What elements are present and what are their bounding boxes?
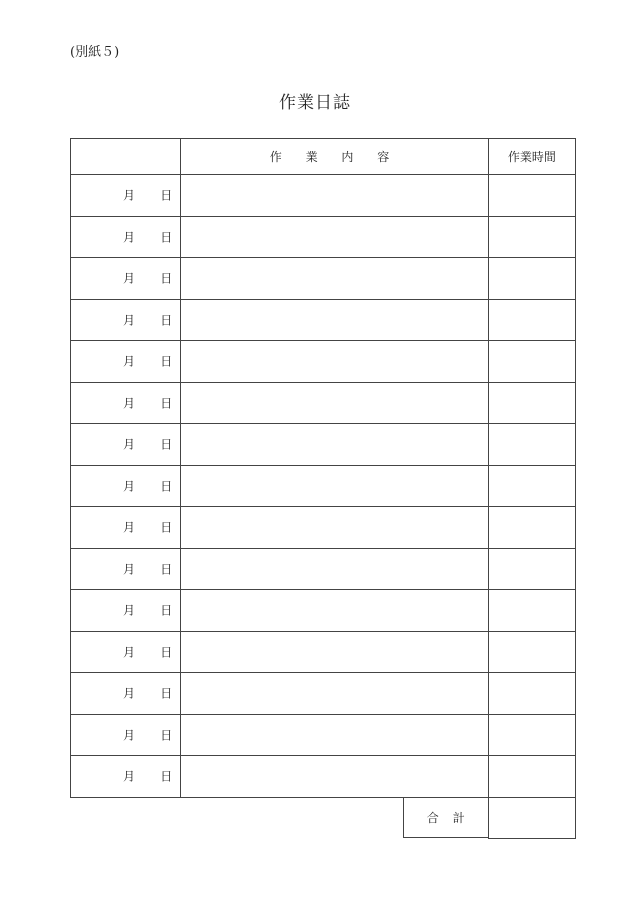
- work-content-cell[interactable]: [181, 175, 489, 217]
- day-label: 日: [160, 437, 173, 452]
- month-label: 月: [123, 645, 136, 660]
- date-cell[interactable]: [71, 216, 181, 258]
- day-label: 日: [160, 479, 173, 494]
- work-content-cell[interactable]: [181, 756, 489, 798]
- day-label: 日: [160, 520, 173, 535]
- header-date: [71, 139, 181, 175]
- work-content-cell[interactable]: [181, 590, 489, 632]
- day-label: 日: [160, 271, 173, 286]
- date-cell[interactable]: [71, 382, 181, 424]
- month-label: 月: [123, 313, 136, 328]
- day-label: 日: [160, 354, 173, 369]
- month-label: 月: [123, 728, 136, 743]
- work-content-cell[interactable]: [181, 341, 489, 383]
- date-cell[interactable]: [71, 507, 181, 549]
- date-cell[interactable]: [71, 590, 181, 632]
- header-work-content: 作 業 内 容: [181, 139, 489, 175]
- month-label: 月: [123, 271, 136, 286]
- work-hours-cell[interactable]: [488, 382, 575, 424]
- month-label: 月: [123, 520, 136, 535]
- date-cell[interactable]: [71, 341, 181, 383]
- work-content-cell[interactable]: [181, 507, 489, 549]
- date-cell[interactable]: [71, 548, 181, 590]
- month-label: 月: [123, 479, 136, 494]
- day-label: 日: [160, 686, 173, 701]
- work-hours-cell[interactable]: [488, 341, 575, 383]
- date-cell[interactable]: [71, 465, 181, 507]
- month-label: 月: [123, 437, 136, 452]
- month-label: 月: [123, 354, 136, 369]
- day-label: 日: [160, 230, 173, 245]
- day-label: 日: [160, 728, 173, 743]
- table-row: [71, 548, 576, 590]
- work-content-cell[interactable]: [181, 714, 489, 756]
- date-cell[interactable]: [71, 258, 181, 300]
- day-label: 日: [160, 562, 173, 577]
- table-header-row: [71, 139, 576, 175]
- work-hours-cell[interactable]: [488, 424, 575, 466]
- month-label: 月: [123, 230, 136, 245]
- date-cell[interactable]: [71, 714, 181, 756]
- work-log-table: [70, 138, 576, 839]
- table-row: [71, 465, 576, 507]
- header-work-hours: 作業時間: [488, 139, 575, 175]
- table-row: [71, 382, 576, 424]
- work-content-cell[interactable]: [181, 424, 489, 466]
- total-label: 合計: [403, 797, 488, 839]
- work-content-cell[interactable]: [181, 258, 489, 300]
- document-title: 作業日誌: [279, 93, 351, 113]
- month-label: 月: [123, 396, 136, 411]
- table-row: [71, 299, 576, 341]
- month-label: 月: [123, 188, 136, 203]
- day-label: 日: [160, 769, 173, 784]
- table-row: [71, 424, 576, 466]
- month-label: 月: [123, 603, 136, 618]
- work-content-cell[interactable]: [181, 382, 489, 424]
- day-label: 日: [160, 313, 173, 328]
- day-label: 日: [160, 603, 173, 618]
- work-hours-cell[interactable]: [488, 465, 575, 507]
- date-cell[interactable]: [71, 756, 181, 798]
- total-label-container: [181, 797, 489, 839]
- work-content-cell[interactable]: [181, 465, 489, 507]
- work-hours-cell[interactable]: [488, 714, 575, 756]
- work-hours-cell[interactable]: [488, 548, 575, 590]
- table-row: [71, 175, 576, 217]
- table-row: [71, 631, 576, 673]
- work-hours-cell[interactable]: [488, 258, 575, 300]
- date-cell[interactable]: [71, 424, 181, 466]
- work-hours-cell[interactable]: [488, 299, 575, 341]
- work-content-cell[interactable]: [181, 216, 489, 258]
- work-content-cell[interactable]: [181, 548, 489, 590]
- work-hours-cell[interactable]: [488, 673, 575, 715]
- day-label: 日: [160, 645, 173, 660]
- work-hours-cell[interactable]: [488, 631, 575, 673]
- work-hours-cell[interactable]: [488, 590, 575, 632]
- table-row: [71, 216, 576, 258]
- work-hours-cell[interactable]: [488, 507, 575, 549]
- table-row: [71, 673, 576, 715]
- table-row: [71, 756, 576, 798]
- work-hours-cell[interactable]: [488, 756, 575, 798]
- work-hours-cell[interactable]: [488, 175, 575, 217]
- total-row: [71, 797, 576, 839]
- annex-label: (別紙５): [70, 45, 120, 60]
- day-label: 日: [160, 396, 173, 411]
- month-label: 月: [123, 686, 136, 701]
- date-cell[interactable]: [71, 673, 181, 715]
- month-label: 月: [123, 562, 136, 577]
- total-spacer: [71, 797, 181, 839]
- work-content-cell[interactable]: [181, 631, 489, 673]
- table-row: [71, 507, 576, 549]
- month-label: 月: [123, 769, 136, 784]
- work-hours-cell[interactable]: [488, 216, 575, 258]
- table-row: [71, 341, 576, 383]
- table-row: [71, 714, 576, 756]
- work-content-cell[interactable]: [181, 673, 489, 715]
- total-hours-cell[interactable]: [488, 797, 575, 839]
- table-row: [71, 590, 576, 632]
- date-cell[interactable]: [71, 631, 181, 673]
- table-row: [71, 258, 576, 300]
- date-cell[interactable]: [71, 175, 181, 217]
- day-label: 日: [160, 188, 173, 203]
- date-cell[interactable]: [71, 299, 181, 341]
- work-content-cell[interactable]: [181, 299, 489, 341]
